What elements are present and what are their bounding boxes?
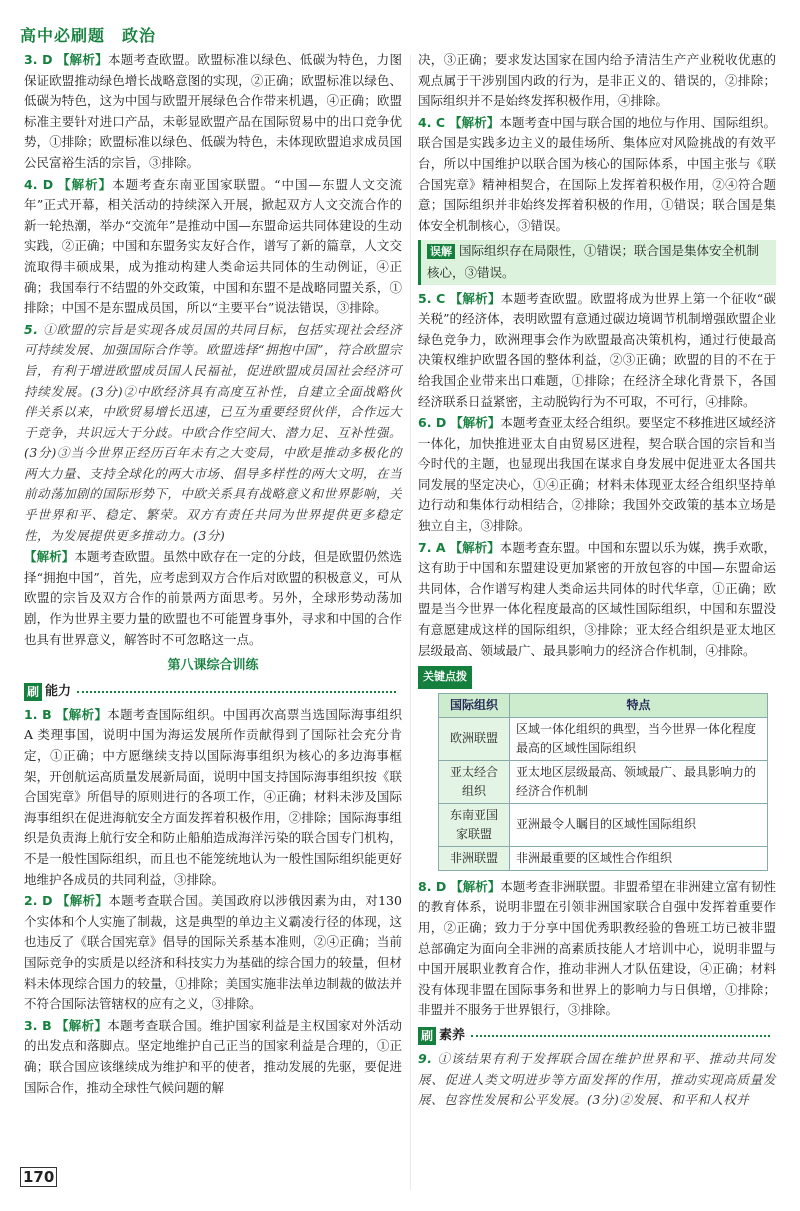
ability-answer-1 <box>24 705 402 890</box>
analysis-tag: 【解析】 <box>449 114 500 130</box>
answer-number: 1. B <box>24 706 52 722</box>
answer-text: 决，③正确；要求发达国家在国内给予清洁生产产业税收优惠的观点属于干涉别国内政的行为，是非正义的、错误的，②排除；国际组织并不是始终发挥积极作用，④排除。 <box>418 52 776 109</box>
section-ability-header <box>24 681 402 703</box>
answer-number: 5. <box>24 321 39 337</box>
misconception-note <box>418 240 776 284</box>
note-badge: 误解 <box>427 244 455 259</box>
right-column <box>418 50 776 1112</box>
answer-text: ①欧盟的宗旨是实现各成员国的共同目标，包括实现社会经济可持续发展、加强国际合作等。欧盟选择“拥抱中国”，符合欧盟宗旨，有利于增进欧盟成员国人民福祉，促进欧盟成员国社会经济可持续发展。(3分)②中欧经济具有高度互补性，自建立全面战略伙伴关系以来，中欧贸易增长迅速，已互为重要经贸伙伴，合作远大于竞争，共识远大于分歧。中欧合作空间大、潜力足、互补性强。(3分)③当今世界正经历百年未有之大变局，中欧是推动多极化的两大力量、支持全球化的两大市场、倡导多样性的两大文明，在当前动荡加剧的国际形势下，中欧关系具有战略意义和世界影响，关乎世界和平、稳定、繁荣。双方有责任共同为世界提供更多稳定性，为发展提供更多推动力。(3分) <box>24 321 402 543</box>
answer-5-analysis <box>24 547 402 650</box>
answer-text: 本题考查中国与联合国的地位与作用、国际组织。联合国是实践多边主义的最佳场所、集体应对风险挑战的有效平台，所以中国维护以联合国为核心的国际体系，中国主张与《联合国宪章》精神相契合，在国际上发挥着积极作用，②④符合题意；国际组织并非始终发挥着积极的作用，①错误；联合国是集体安全机制核心，③错误。 <box>418 114 776 233</box>
analysis-tag: 【解析】 <box>449 290 501 306</box>
answer-text: 本题考查东盟。中国和东盟以乐为媒，携手欢歌，这有助于中国和东盟建设更加紧密的开放包容的中国—东盟命运共同体，合作谱写构建人类命运共同体的时代华章，①正确；欧盟是当今世界一体化程度最高的区域性国际组织，中国和东盟没有意愿建成这样的国际组织，③排除；亚太经合组织是亚太地区层级最高、领域最广、最具影响力的经济合作机制，④排除。 <box>418 539 776 658</box>
answer-4 <box>24 175 402 319</box>
section-title: 第八课综合训练 <box>167 658 259 674</box>
answer-number: 8. D <box>418 878 447 894</box>
answer-6-right <box>418 413 776 537</box>
page-header <box>20 26 156 48</box>
answer-5 <box>24 320 402 547</box>
answer-text: 本题考查国际组织。中国再次高票当选国际海事组织 A 类理事国，说明中国为海运发展所作贡献得到了国际社会充分肯定，①正确；中方愿继续支持以国际海事组织为核心的多边海事框架，开创航运高质量发展新局面，说明中国支持国际海事组织按《联合国宪章》所倡导的原则进行的各项工作，④正确；材料未涉及国际海事组织在促进海航安全方面发挥着积极作用，②排除；国际海事组织是负责海上航行安全和防止船舶造成海洋污染的联合国专门机构，不是一般性国际组织，而且也不能笼统地认为一般性国际组织能更好地维护各成员的共同利益，③排除。 <box>24 706 402 887</box>
table-header-row <box>439 693 768 717</box>
column-divider <box>410 55 411 1190</box>
answer-3 <box>24 50 402 174</box>
table-row <box>439 846 768 870</box>
answer-text: 本题考查亚太经合组织。要坚定不移推进区域经济一体化，加快推进亚太自由贸易区进程，契合联合国的宗旨和当今时代的主题，也显现出我国在谋求自身发展中促进亚太各国共同发展的坚定决心，①④正确；材料未体现亚太经合组织坚持单边行动和集体行动相结合，②排除；我国外交政策的基本立场是独立自主，③排除。 <box>418 415 776 534</box>
key-point-label: 关键点拨 <box>418 666 472 689</box>
table-row <box>439 717 768 760</box>
table-cell: 东南亚国家联盟 <box>439 803 510 846</box>
answer-number: 5. C <box>418 290 446 306</box>
answer-text: 本题考查非洲联盟。非盟希望在非洲建立富有韧性的教育体系，说明非盟在引领非洲国家联合自强中发挥着重要作用，②正确；致力于分享中国优秀职教经验的鲁班工坊已被非盟总部确定为面向全非洲的高素质技能人才培训中心，说明非盟与中国开展职业教育合作，推动非洲人才队伍建设，④正确；材料没有体现非盟在国际事务和世界上的影响力与日俱增，①排除；非盟并不服务于世界银行，③排除。 <box>418 878 776 1018</box>
answer-8-right <box>418 877 776 1021</box>
answer-5-right <box>418 289 776 413</box>
analysis-tag: 【解析】 <box>450 878 501 894</box>
answer-number: 4. C <box>418 114 446 130</box>
ability-answer-3 <box>24 1016 402 1098</box>
analysis-tag: 【解析】 <box>55 706 108 722</box>
answer-number: 7. A <box>418 539 446 555</box>
table-row <box>439 760 768 803</box>
table-cell: 非洲最重要的区域性合作组织 <box>510 846 768 870</box>
left-column <box>24 50 402 1099</box>
answer-number: 2. D <box>24 893 53 909</box>
table-header: 国际组织 <box>439 693 510 717</box>
answer-number: 4. D <box>24 176 54 192</box>
table-cell: 区域一体化组织的典型，当今世界一体化程度最高的区域性国际组织 <box>510 717 768 760</box>
analysis-tag: 【解析】 <box>24 549 75 565</box>
dotted-divider <box>77 691 396 693</box>
table-header: 特点 <box>510 693 768 717</box>
analysis-tag: 【解析】 <box>56 52 108 67</box>
analysis-tag: 【解析】 <box>58 176 113 192</box>
analysis-text: 本题考查欧盟。虽然中欧存在一定的分歧，但是欧盟仍然选择“拥抱中国”，首先，应考虑到双方合作后对欧盟的积极意义，可从欧盟的宗旨及双方合作的前景两方面思考。另外，全球形势动荡加剧，作为世界主要力量的欧盟也不可能置身事外，寻求和中国的合作也具有世界意义，解答时不可忽略这一点。 <box>24 549 402 647</box>
answer-number: 3. B <box>24 1017 52 1033</box>
table-cell: 亚太经合组织 <box>439 760 510 803</box>
analysis-tag: 【解析】 <box>55 1017 108 1033</box>
analysis-tag: 【解析】 <box>450 415 501 431</box>
page-number <box>20 1167 57 1188</box>
answer-text: 本题考查联合国。美国政府以涉俄因素为由，对130个实体和个人实施了制裁，这是典型的单边主义霸凌行径的体现，这也违反了《联合国宪章》倡导的国际关系基本准则，②④正确；当前国际竞争的实质是以经济和科技实力为基础的综合国力的较量，但材料未体现综合国力的较量，①排除；美国实施非法单边制裁的做法并不符合国际法管辖权的应有之义，③排除。 <box>24 893 402 1012</box>
answer-text: 本题考查联合国。维护国家利益是主权国家对外活动的出发点和落脚点。坚定地维护自己正当的国家利益是合理的，①正确；联合国应该继续成为维护和平的使者，推动发展的先驱，要促进国际合作，推动全球性气候问题的解 <box>24 1017 402 1095</box>
section-badge: 刷 <box>24 683 42 701</box>
ability-answer-2 <box>24 891 402 1015</box>
table-row <box>439 803 768 846</box>
section-badge: 刷 <box>418 1027 436 1045</box>
answer-text: ①该结果有利于发挥联合国在维护世界和平、推动共同发展、促进人类文明进步等方面发挥的作用，推动实现高质量发展、包容性发展和公平发展。(3分)②发展、和平和人权并 <box>418 1050 776 1108</box>
answer-text: 本题考查欧盟。欧盟标准以绿色、低碳为特色，力图保证欧盟推动绿色增长战略意图的实现，②正确；欧盟标准以绿色、低碳为特色，这为中国与欧盟开展绿色合作带来机遇，④正确；欧盟标准主要针对进口产品，未彰显欧盟产品在国际贸易中的出口竞争优势，①排除；欧盟标准以绿色、低碳为特色，未体现欧盟追求成员国公民富裕生活的宗旨，③排除。 <box>24 52 402 170</box>
answer-number: 6. D <box>418 415 447 431</box>
answer-text: 本题考查东南亚国家联盟。“中国—东盟人文交流年”正式开幕，相关活动的持续深入开展，掀起双方人文交流合作的新一轮热潮，举办“交流年”是推动中国—东盟命运共同体建设的生动实践，②正确；中国和东盟务实友好合作，谱写了新的篇章，人文交流取得丰硕成果，成为推动构建人类命运共同体的生动例证，④正确；我国奉行不结盟的外交政策，中国和东盟不是战略同盟关系，①排除；中国不是东盟成员国，所以“主要平台”说法错误，③排除。 <box>24 176 402 316</box>
section-literacy-header <box>418 1025 776 1047</box>
answer-9-right <box>418 1049 776 1111</box>
answer-4-right <box>418 113 776 237</box>
table-cell: 非洲联盟 <box>439 846 510 870</box>
analysis-tag: 【解析】 <box>56 893 109 909</box>
section-label: 能力 <box>45 683 72 699</box>
table-cell: 亚太地区层级最高、领域最广、最具影响力的经济合作机制 <box>510 760 768 803</box>
answer-text: 本题考查欧盟。欧盟将成为世界上第一个征收“碳关税”的经济体，表明欧盟有意通过碳边境调节机制增强欧盟企业绿色竞争力，欧洲理事会作为欧盟最高决策机构，通过行使最高决策权维护欧盟各国的整体利益，②③正确；欧盟的目的不在于给我国企业带来出口难题，①排除；在经济全球化背景下，各国经济联系日益紧密，主动脱钩行为不可取，不可行，④排除。 <box>418 290 776 409</box>
note-text: 国际组织存在局限性，①错误；联合国是集体安全机制核心，③错误。 <box>427 243 760 280</box>
organization-table <box>438 693 768 871</box>
dotted-divider <box>471 1035 770 1037</box>
answer-7-right <box>418 538 776 662</box>
answer-number: 9. <box>418 1050 433 1066</box>
table-cell: 亚洲最令人瞩目的区域性国际组织 <box>510 803 768 846</box>
table-cell: 欧洲联盟 <box>439 717 510 760</box>
answer-number: 3. D <box>24 52 53 67</box>
section-label: 素养 <box>439 1027 466 1043</box>
continued-text <box>418 50 776 112</box>
analysis-tag: 【解析】 <box>449 539 500 555</box>
book-title: 高中必刷题 政治 <box>20 26 157 45</box>
page-number-text: 170 <box>20 1167 57 1187</box>
